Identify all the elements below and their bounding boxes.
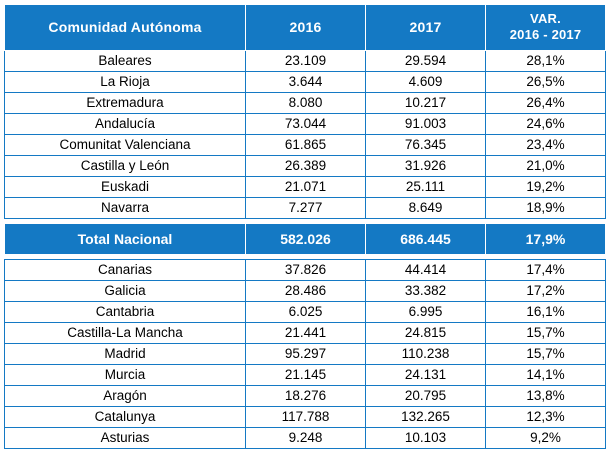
cell-2017: 10.217 [366,92,486,113]
cell-2016: 26.389 [246,155,366,176]
cell-2017: 20.795 [366,385,486,406]
table-row [5,406,606,427]
table-row [5,301,606,322]
header-variation-line1: VAR. [530,11,561,26]
cell-2016: 6.025 [246,301,366,322]
cell-region: Cantabria [5,301,246,322]
cell-region: Canarias [5,259,246,280]
cell-2017: 686.445 [366,223,486,254]
cell-variation: 21,0% [486,155,606,176]
cell-2016: 3.644 [246,71,366,92]
cell-2016: 28.486 [246,280,366,301]
table-row [5,322,606,343]
cell-2016: 9.248 [246,427,366,448]
cell-variation: 12,3% [486,406,606,427]
cell-2016: 582.026 [246,223,366,254]
header-region: Comunidad Autónoma [5,5,246,51]
cell-region: Euskadi [5,176,246,197]
cell-2016: 8.080 [246,92,366,113]
regions-comparison-table [4,4,606,449]
cell-region: Asturias [5,427,246,448]
cell-region: Extremadura [5,92,246,113]
cell-2016: 37.826 [246,259,366,280]
cell-2017: 110.238 [366,343,486,364]
cell-variation: 15,7% [486,322,606,343]
cell-2016: 7.277 [246,197,366,218]
cell-region: Galicia [5,280,246,301]
header-2016: 2016 [246,5,366,51]
cell-2017: 29.594 [366,50,486,71]
cell-2016: 21.145 [246,364,366,385]
cell-2016: 61.865 [246,134,366,155]
table-row [5,427,606,448]
cell-2017: 6.995 [366,301,486,322]
cell-variation: 17,9% [486,223,606,254]
cell-2017: 24.131 [366,364,486,385]
cell-region: La Rioja [5,71,246,92]
cell-region: Total Nacional [5,223,246,254]
cell-variation: 17,4% [486,259,606,280]
table-body [5,50,606,448]
cell-variation: 18,9% [486,197,606,218]
cell-variation: 15,7% [486,343,606,364]
header-row [5,5,606,51]
cell-variation: 26,4% [486,92,606,113]
cell-variation: 23,4% [486,134,606,155]
cell-variation: 13,8% [486,385,606,406]
cell-2017: 10.103 [366,427,486,448]
cell-2016: 95.297 [246,343,366,364]
table-row [5,155,606,176]
cell-region: Andalucía [5,113,246,134]
cell-2017: 8.649 [366,197,486,218]
cell-2016: 117.788 [246,406,366,427]
cell-2017: 132.265 [366,406,486,427]
table-row [5,280,606,301]
cell-2017: 31.926 [366,155,486,176]
header-variation [486,5,606,51]
cell-region: Navarra [5,197,246,218]
cell-region: Comunitat Valenciana [5,134,246,155]
cell-region: Castilla y León [5,155,246,176]
cell-variation: 16,1% [486,301,606,322]
table-header [5,5,606,51]
cell-variation: 28,1% [486,50,606,71]
cell-variation: 14,1% [486,364,606,385]
table-row [5,92,606,113]
cell-2017: 44.414 [366,259,486,280]
header-2017: 2017 [366,5,486,51]
table-row [5,385,606,406]
table-row [5,134,606,155]
cell-2017: 76.345 [366,134,486,155]
cell-2016: 21.071 [246,176,366,197]
table-row [5,176,606,197]
cell-region: Castilla-La Mancha [5,322,246,343]
cell-2016: 18.276 [246,385,366,406]
cell-2017: 4.609 [366,71,486,92]
cell-region: Murcia [5,364,246,385]
cell-variation: 19,2% [486,176,606,197]
cell-variation: 26,5% [486,71,606,92]
table-row [5,364,606,385]
cell-region: Madrid [5,343,246,364]
cell-variation: 17,2% [486,280,606,301]
table-row [5,343,606,364]
cell-region: Baleares [5,50,246,71]
table-row [5,71,606,92]
table-row [5,197,606,218]
cell-2017: 91.003 [366,113,486,134]
cell-2017: 33.382 [366,280,486,301]
table-row [5,259,606,280]
table-row [5,113,606,134]
table-row [5,50,606,71]
cell-variation: 9,2% [486,427,606,448]
cell-region: Catalunya [5,406,246,427]
cell-2016: 73.044 [246,113,366,134]
cell-variation: 24,6% [486,113,606,134]
cell-2017: 24.815 [366,322,486,343]
header-variation-line2: 2016 - 2017 [509,27,582,43]
cell-2017: 25.111 [366,176,486,197]
cell-region: Aragón [5,385,246,406]
cell-2016: 21.441 [246,322,366,343]
cell-2016: 23.109 [246,50,366,71]
table-row [5,223,606,254]
